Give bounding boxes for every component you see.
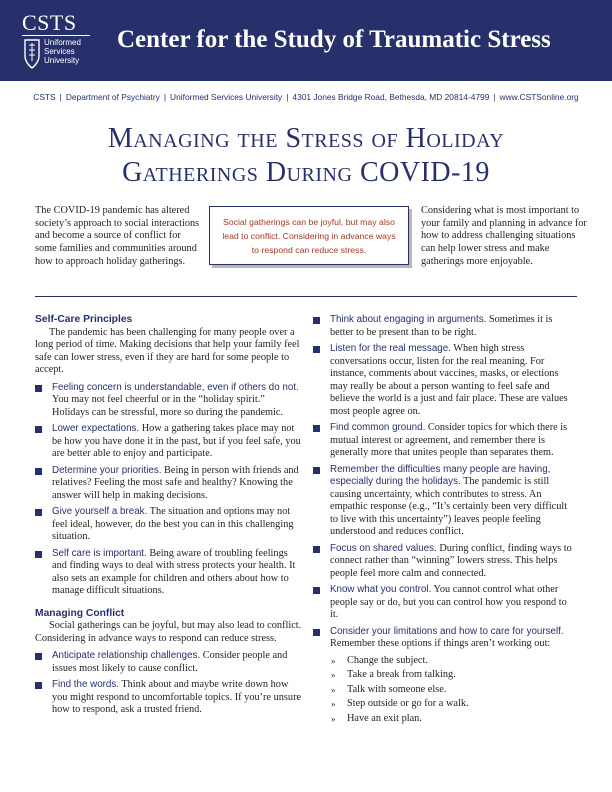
item-heading: Listen for the real message. — [330, 343, 451, 354]
item-heading: Consider your limitations and how to care for yourself. — [330, 625, 564, 637]
right-column — [313, 314, 577, 727]
logo-sub-line: Services — [44, 47, 75, 56]
square-bullet-icon — [35, 385, 42, 392]
item-heading: Feeling concern is understandable, even if others do not. — [52, 381, 299, 393]
item-heading: Determine your priorities. — [52, 464, 162, 476]
item-heading: Give yourself a break. — [52, 506, 148, 517]
item-text: The situation and options may not feel ideal, however, do the best you can in this challenging situation. — [52, 506, 294, 542]
page-title — [0, 122, 612, 190]
contact-separator: | — [163, 92, 167, 102]
item-heading: Find common ground. — [330, 422, 426, 433]
item-text: Being in person with friends and relatives? Feeling the most safe and healthy? Knowing the answer will help in making decisions. — [52, 464, 299, 501]
sub-item-text: Have an exit plan. — [347, 712, 422, 724]
shield-icon — [23, 39, 41, 69]
contact-separator: | — [493, 92, 496, 102]
contact-address: 4301 Jones Bridge Road, Bethesda, MD 20814-4799 — [292, 92, 490, 102]
item-heading: Know what you control. — [330, 584, 432, 595]
list-item — [35, 382, 303, 420]
logo-subtitle — [44, 38, 81, 65]
square-bullet-icon — [313, 629, 320, 636]
item-text: You may not feel cheerful or in the “holiday spirit.” Holidays can be stressful, more so during the pandemic. — [52, 394, 284, 418]
square-bullet-icon — [35, 551, 42, 558]
item-text: Consider people and issues most likely to cause conflict. — [52, 650, 288, 674]
item-text: When high stress conversations occur, listen for the real meaning. For instance, comments about vaccines, masks, or elections may really be about a person wanting to feel safe and believe the world is a just and fair place. These are values most people agree on. — [330, 343, 568, 417]
chevron-right-icon: » — [331, 670, 336, 680]
header-banner — [0, 0, 612, 81]
square-bullet-icon — [35, 426, 42, 433]
section-intro: The pandemic has been challenging for many people over a long period of time. Making decisions that help your family feel safe can lower stress, even if they are hard for some people to accept. — [35, 326, 300, 375]
sub-list-item — [313, 713, 577, 726]
item-heading: Anticipate relationship challenges. — [52, 650, 201, 661]
list-item — [35, 679, 303, 717]
callout-box: Social gatherings can be joyful, but may also lead to conflict. Considering in advance ways to respond can reduce stress. — [209, 206, 409, 265]
square-bullet-icon — [313, 467, 320, 474]
item-text: Consider topics for which there is mutual interest or agreement, and remember there is generally more that unites people than separates them. — [330, 422, 568, 458]
list-item — [313, 343, 577, 418]
sub-list-item — [313, 655, 577, 668]
chevron-right-icon: » — [331, 655, 336, 666]
csts-logo[interactable] — [20, 10, 112, 70]
item-heading: Self care is important. — [52, 547, 147, 559]
chevron-right-icon: » — [331, 713, 336, 724]
square-bullet-icon — [35, 653, 42, 660]
section-divider — [35, 296, 577, 297]
square-bullet-icon — [313, 587, 320, 594]
logo-divider — [22, 35, 90, 36]
list-item — [35, 465, 303, 503]
contact-separator: | — [286, 92, 289, 102]
logo-sub-line: Uniformed — [44, 38, 81, 47]
contact-line — [0, 92, 612, 102]
contact-separator: | — [59, 92, 62, 102]
list-item — [313, 584, 577, 622]
item-text: During conflict, finding ways to connect rather than “winning” lowers stress. This helps people feel more calm and connected. — [330, 542, 572, 579]
sub-list-item — [313, 669, 577, 682]
section-heading: Self-Care Principles — [35, 314, 133, 325]
item-text: Remember these options if things aren’t working out: — [330, 638, 551, 649]
item-text: Being aware of troubling feelings and finding ways to deal with stress protects your health. It also sets an example for children and others about how to manage difficult situations. — [52, 547, 296, 596]
list-item — [35, 650, 303, 675]
section-intro: Social gatherings can be joyful, but may also lead to conflict. Considering in advance ways to respond can reduce stress. — [35, 620, 302, 644]
item-heading: Focus on shared values. — [330, 542, 437, 554]
chevron-right-icon: » — [331, 684, 336, 695]
title-line: Gatherings During COVID-19 — [122, 157, 490, 188]
section-heading: Managing Conflict — [35, 607, 125, 619]
logo-text: CSTS — [22, 10, 77, 35]
square-bullet-icon — [35, 468, 42, 475]
chevron-right-icon: » — [331, 699, 336, 709]
list-item — [313, 626, 577, 651]
logo-sub-line: University — [44, 56, 80, 65]
square-bullet-icon — [313, 546, 320, 553]
list-item — [35, 423, 303, 461]
sub-item-text: Talk with someone else. — [347, 683, 447, 695]
item-heading: Find the words. — [52, 679, 119, 690]
list-item — [313, 422, 577, 460]
sub-list-item — [313, 684, 577, 697]
title-line: Managing the Stress of Holiday — [107, 123, 505, 154]
item-text: Think about and maybe write down how you might respond to uncomfortable topics. If you’re unsure how to respond, ask a trusted friend. — [52, 679, 302, 715]
item-text: How a gathering takes place may not be how you have done it in the past, but if you feel safe, you are better able to enjoy and participate. — [52, 423, 301, 459]
header-title: Center for the Study of Traumatic Stress — [117, 26, 551, 53]
list-item — [35, 548, 303, 598]
item-heading: Lower expectations. — [52, 423, 140, 434]
item-heading: Think about engaging in arguments. — [330, 314, 487, 325]
intro-left: The COVID-19 pandemic has altered society’s approach to social interactions and become a source of conflict for some families and communities around how to approach holiday gatherings. — [35, 205, 200, 267]
contact-department: Department of Psychiatry — [65, 92, 160, 102]
item-text: The pandemic is still causing uncertainty, which contributes to stress. An empathic response (e.g., “It’s certainly been very difficult to live with this uncertainty”) leaves people feeling understood and reduces conflict. — [330, 476, 568, 537]
left-column — [35, 314, 303, 721]
list-item — [313, 543, 577, 581]
square-bullet-icon — [313, 346, 320, 353]
sub-item-text: Take a break from talking. — [347, 669, 456, 680]
square-bullet-icon — [313, 425, 320, 432]
item-text: You cannot control what other people say or do, but you can control how you respond to it. — [330, 584, 567, 620]
square-bullet-icon — [313, 317, 320, 324]
intro-right: Considering what is most important to your family and planning in advance for how to address challenging situations can help lower stress and make gatherings more enjoyable. — [421, 205, 587, 267]
list-item — [35, 506, 303, 544]
item-text: Sometimes it is better to be present than to be right. — [330, 314, 553, 338]
contact-university: Uniformed Services University — [170, 92, 283, 102]
sub-list-item — [313, 698, 577, 711]
list-item — [313, 464, 577, 539]
contact-website-link[interactable]: www.CSTSonline.org — [499, 92, 579, 102]
item-heading: Remember the difficulties many people are having, especially during the holidays. — [330, 463, 551, 487]
list-item — [313, 314, 577, 339]
square-bullet-icon — [35, 509, 42, 516]
sub-item-text: Change the subject. — [347, 654, 428, 666]
contact-org: CSTS — [33, 92, 56, 102]
square-bullet-icon — [35, 682, 42, 689]
sub-item-text: Step outside or go for a walk. — [347, 698, 469, 709]
